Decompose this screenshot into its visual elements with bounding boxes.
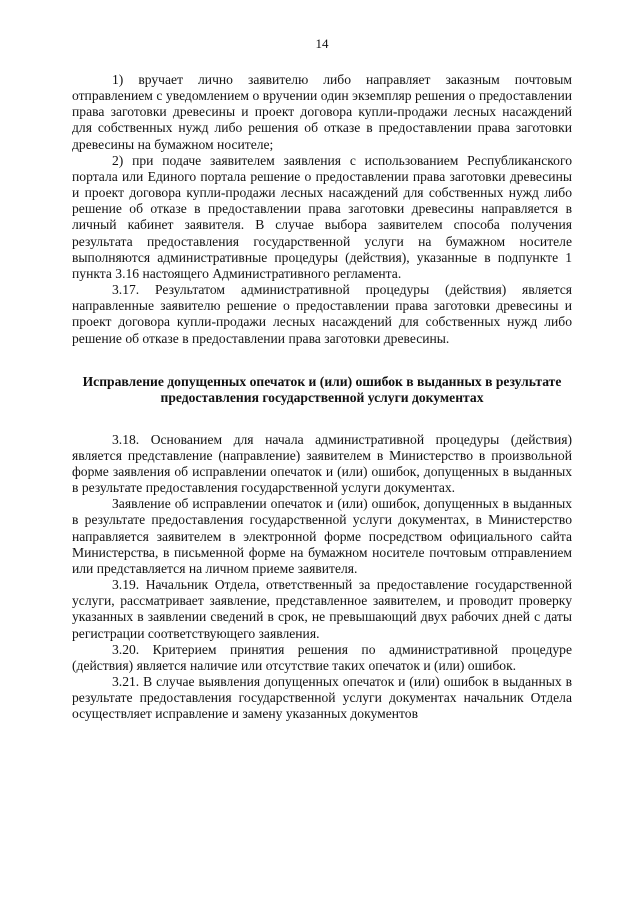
page-number: 14 <box>315 36 329 51</box>
paragraph-3-20: 3.20. Критерием принятия решения по административной процедуре (действия) является наличие или отсутствие таких опечаток и (или) ошибок. <box>72 641 572 673</box>
paragraph-3-19: 3.19. Начальник Отдела, ответственный за предоставление государственной услуги, рассматривает заявление, представленное заявителем, и проводит проверку указанных в заявлении сведений в срок, не превышающий двух рабочих дней с даты регистрации соответствующего заявления. <box>72 577 572 641</box>
paragraph-application-correction: Заявление об исправлении опечаток и (или) ошибок, допущенных в выданных в результате предоставления государственной услуги документах, в Министерство направляется заявителем в электронной форме посредством официального сайта Министерства, в письменной форме на бумажном носителе почтовым отправлением или представляется на личном приеме заявителя. <box>72 496 572 576</box>
paragraph-3-18: 3.18. Основанием для начала административной процедуры (действия) является представление (направление) заявителем в Министерство в произвольной форме заявления об исправлении опечаток и (или) ошибок, допущенных в выданных в результате предоставления государственной услуги документах. <box>72 431 572 496</box>
paragraph-item-1-delivery: 1) вручает лично заявителю либо направляет заказным почтовым отправлением с уведомлением о вручении один экземпляр решения о предоставлении права заготовки древесины и проект договора купли-продажи лесных насаждений для собственных нужд либо решения об отказе в предоставлении права заготовки древесины на бумажном носителе; <box>72 72 572 152</box>
section-heading: Исправление допущенных опечаток и (или) ошибок в выданных в результате предоставления государственной услуги документах <box>82 373 562 406</box>
paragraph-3-21: 3.21. В случае выявления допущенных опечаток и (или) ошибок в выданных в результате предоставления государственной услуги документах начальник Отдела осуществляет исправление и замену указанных документов <box>72 674 572 722</box>
page-content <box>72 36 572 722</box>
paragraph-item-2-portal: 2) при подаче заявителем заявления с использованием Республиканского портала или Единого портала решение о предоставлении права заготовки древесины и проект договора купли-продажи лесных насаждений для собственных нужд либо решение об отказе в предоставлении права заготовки древесины направляется в личный кабинет заявителя. В случае выбора заявителем способа получения результата предоставления государственной услуги на бумажном носителе выполняются административные процедуры (действия), указанные в подпункте 1 пункта 3.16 настоящего Административного регламента. <box>72 152 572 281</box>
paragraph-3-17: 3.17. Результатом административной процедуры (действия) является направленные заявителю решение о предоставлении права заготовки древесины и проект договора купли-продажи лесных насаждений для собственных нужд либо решение об отказе в предоставлении права заготовки древесины. <box>72 282 572 346</box>
